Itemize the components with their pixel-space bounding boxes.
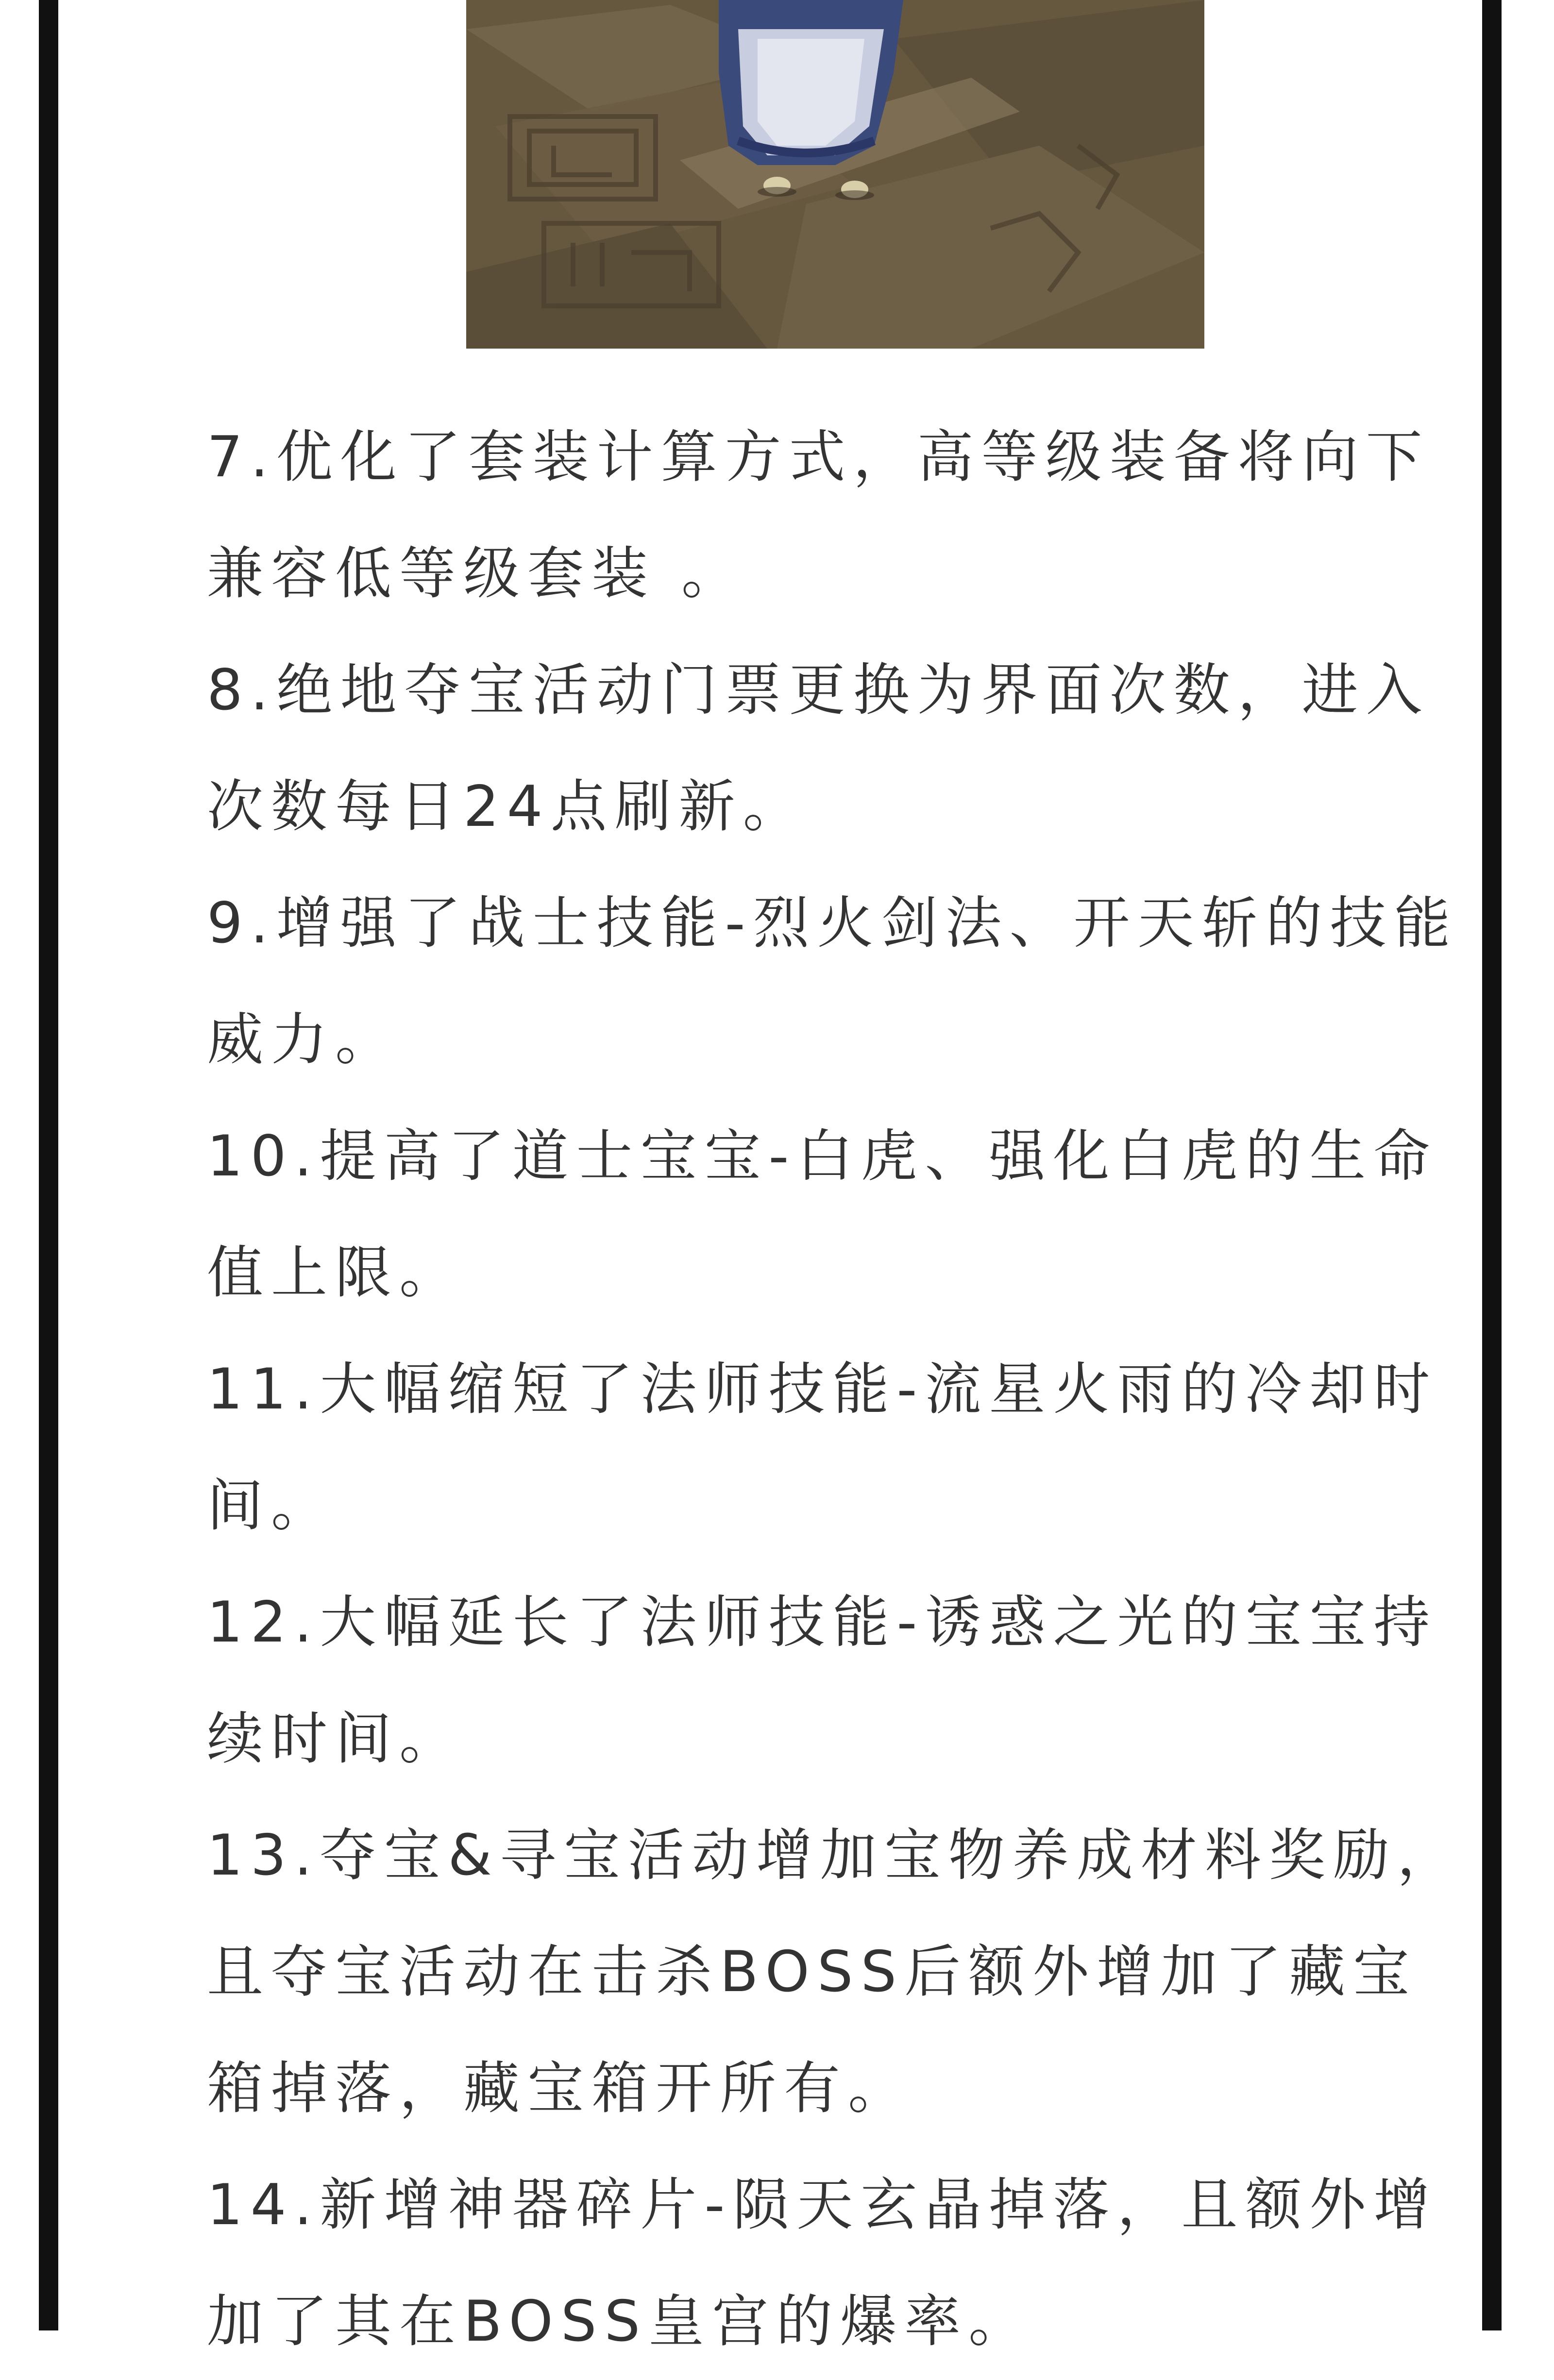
patch-notes xyxy=(207,399,1460,2380)
note-line: 次数每日24点刷新。 xyxy=(207,774,807,839)
note-line: 加了其在BOSS皇宫的爆率。 xyxy=(207,2289,1033,2354)
note-line: 威力。 xyxy=(207,1007,399,1073)
note-9 xyxy=(207,865,1460,1098)
note-13 xyxy=(207,1797,1460,2147)
note-line: 间。 xyxy=(207,1473,335,1539)
note-8 xyxy=(207,632,1460,865)
note-line: 箱掉落，藏宝箱开所有。 xyxy=(207,2056,912,2121)
page-frame xyxy=(39,0,1502,2354)
note-line: 8.绝地夺宝活动门票更换为界面次数，进入 xyxy=(207,657,1430,723)
note-14 xyxy=(207,2147,1460,2380)
note-line: 14.新增神器碎片-陨天玄晶掉落，且额外增 xyxy=(207,2172,1438,2238)
note-line: 13.夺宝&寻宝活动增加宝物养成材料奖励， xyxy=(207,1823,1461,1888)
note-7 xyxy=(207,399,1460,632)
note-line: 11.大幅缩短了法师技能-流星火雨的冷却时 xyxy=(207,1357,1438,1422)
note-11 xyxy=(207,1331,1460,1564)
note-line: 兼容低等级套装 。 xyxy=(207,541,745,606)
note-12 xyxy=(207,1564,1460,1797)
note-line: 9.增强了战士技能-烈火剑法、开天斩的技能 xyxy=(207,890,1458,956)
note-line: 12.大幅延长了法师技能-诱惑之光的宝宝持 xyxy=(207,1590,1438,1655)
note-line: 且夺宝活动在击杀BOSS后额外增加了藏宝 xyxy=(207,1939,1418,2005)
note-10 xyxy=(207,1098,1460,1331)
note-line: 值上限。 xyxy=(207,1240,463,1306)
note-line: 续时间。 xyxy=(207,1706,463,1772)
game-screenshot-image xyxy=(466,0,1204,349)
note-line: 7.优化了套装计算方式，高等级装备将向下 xyxy=(207,424,1430,490)
note-line: 10.提高了道士宝宝-白虎、强化白虎的生命 xyxy=(207,1123,1438,1189)
